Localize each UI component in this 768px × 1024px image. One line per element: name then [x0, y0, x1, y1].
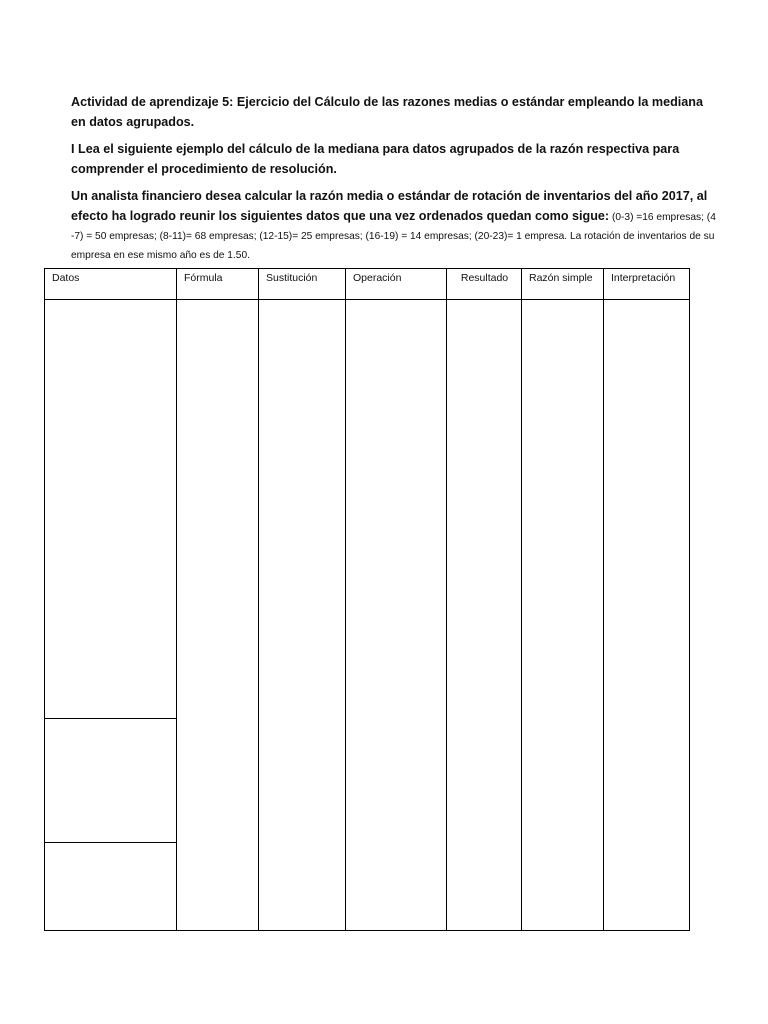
- activity-title: Actividad de aprendizaje 5: Ejercicio del Cálculo de las razones medias o estándar empleando la mediana en datos agrupados.: [71, 95, 704, 129]
- instruction-heading: I Lea el siguiente ejemplo del cálculo de la mediana para datos agrupados de la razón respectiva para comprender el procedimiento de resolución.: [71, 142, 680, 176]
- sustitucion-cell[interactable]: [259, 300, 346, 931]
- header-operacion: Operación: [346, 269, 447, 300]
- razon-simple-cell[interactable]: [522, 300, 604, 931]
- header-resultado: Resultado: [447, 269, 522, 300]
- interpretacion-cell[interactable]: [604, 300, 690, 931]
- problem-lead: Un analista financiero desea calcular la razón media o estándar de rotación de inventarios del año 2017, al efecto ha logrado reunir los siguientes datos que una vez ordenados quedan como sigue:: [71, 189, 708, 223]
- worksheet-table: [44, 268, 690, 931]
- header-sustitucion: Sustitución: [259, 269, 346, 300]
- datos-cell[interactable]: [45, 842, 177, 930]
- datos-cell[interactable]: [45, 719, 177, 842]
- table-row: [45, 300, 690, 719]
- header-interpretacion: Interpretación: [604, 269, 690, 300]
- problem-data: (0-3) =16 empresas; (4 -7) = 50 empresas; (8-11)= 68 empresas; (12-15)= 25 empresas; (16-19) = 14 empresas; (20-23)= 1 empresa. La rotación de inventarios de su empresa en ese mismo año es de 1.50.: [71, 212, 716, 261]
- problem-statement: [71, 186, 721, 264]
- header-formula: Fórmula: [177, 269, 259, 300]
- header-datos: Datos: [45, 269, 177, 300]
- header-razon-simple: Razón simple: [522, 269, 604, 300]
- resultado-cell[interactable]: [447, 300, 522, 931]
- table-header-row: [45, 269, 690, 300]
- datos-cell[interactable]: [45, 300, 177, 719]
- operacion-cell[interactable]: [346, 300, 447, 931]
- formula-cell[interactable]: [177, 300, 259, 931]
